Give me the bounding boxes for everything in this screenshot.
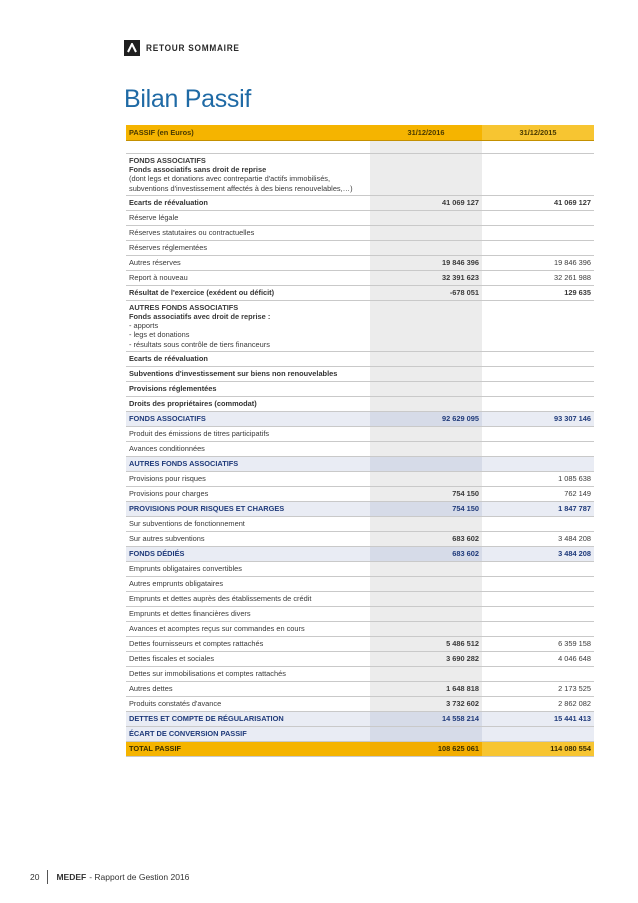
table-row [126,666,594,681]
block-note-line: subventions d'investissement affectés à des biens renouvelables,…) [129,183,353,193]
row-label: Sur subventions de fonctionnement [126,516,370,531]
value-2015 [482,240,594,255]
summary-row [126,456,594,471]
value-2016 [370,381,482,396]
row-label: Emprunts obligataires convertibles [126,561,370,576]
value-2015: 93 307 146 [482,411,594,426]
row-label: Provisions pour charges [126,486,370,501]
table-row [126,696,594,711]
block-note-line: (dont legs et donations avec contrepartie d'actifs immobilisés, [129,174,331,184]
row-label: Avances et acomptes reçus sur commandes en cours [126,621,370,636]
value-2015: 32 261 988 [482,270,594,285]
value-2015: 15 441 413 [482,711,594,726]
value-2015: 762 149 [482,486,594,501]
summary-row [126,501,594,516]
value-2016 [370,516,482,531]
value-2016: 108 625 061 [370,741,482,756]
block-note-line: - apports [129,321,159,331]
header-2016: 31/12/2016 [370,125,482,141]
row-label: Dettes fournisseurs et comptes rattachés [126,636,370,651]
value-2016 [370,576,482,591]
value-2016: 5 486 512 [370,636,482,651]
value-2015: 41 069 127 [482,195,594,210]
table-row [126,285,594,300]
value-2016 [370,591,482,606]
table-row [126,381,594,396]
value-2015 [482,621,594,636]
footer-report-title: - Rapport de Gestion 2016 [89,872,190,882]
value-2016 [370,621,482,636]
table-row [126,591,594,606]
caret-up-icon [124,40,140,56]
value-2015 [482,561,594,576]
value-2016 [370,726,482,741]
table-row [126,486,594,501]
value-2016 [370,351,482,366]
value-2016: 3 732 602 [370,696,482,711]
table-row [126,255,594,270]
value-2016: 32 391 623 [370,270,482,285]
value-2015: 3 484 208 [482,546,594,561]
value-2016 [370,441,482,456]
row-label: Produits constatés d'avance [126,696,370,711]
total-row [126,741,594,756]
value-2015 [482,210,594,225]
value-2015: 1 085 638 [482,471,594,486]
row-label: Dettes fiscales et sociales [126,651,370,666]
value-2016 [370,240,482,255]
table-row [126,681,594,696]
header-label: PASSIF (en Euros) [126,125,370,141]
value-2016 [370,210,482,225]
row-label: Report à nouveau [126,270,370,285]
row-label: Provisions réglementées [126,381,370,396]
value-2016 [370,606,482,621]
block-subheading: Fonds associatifs sans droit de reprise [129,165,267,175]
value-2016: 92 629 095 [370,411,482,426]
summary-row [126,726,594,741]
table-header-row [126,125,594,141]
block-heading: FONDS ASSOCIATIFS [129,156,206,165]
row-label: Droits des propriétaires (commodat) [126,396,370,411]
table-row [126,561,594,576]
table-row [126,225,594,240]
value-2015 [482,456,594,471]
value-2016 [370,471,482,486]
table-row [126,471,594,486]
block-cell [126,154,370,196]
value-2016 [370,456,482,471]
value-2015: 19 846 396 [482,255,594,270]
value-2016 [370,366,482,381]
value-2015 [482,381,594,396]
block-heading: AUTRES FONDS ASSOCIATIFS [129,302,239,312]
value-2015 [482,516,594,531]
block-subheading: Fonds associatifs avec droit de reprise : [129,312,271,322]
value-2016: -678 051 [370,285,482,300]
table-row [126,195,594,210]
row-label: AUTRES FONDS ASSOCIATIFS [126,456,370,471]
page-footer [30,870,189,884]
value-2015 [482,606,594,621]
page-title: Bilan Passif [124,85,252,113]
row-label: FONDS ASSOCIATIFS [126,411,370,426]
value-2015: 3 484 208 [482,531,594,546]
value-2015 [482,591,594,606]
value-2015: 1 847 787 [482,501,594,516]
value-2016: 1 648 818 [370,681,482,696]
value-2015 [482,576,594,591]
footer-org: MEDEF [56,872,87,882]
row-label: Avances conditionnées [126,441,370,456]
value-2016: 754 150 [370,501,482,516]
row-label: Autres dettes [126,681,370,696]
value-2015: 2 173 525 [482,681,594,696]
row-label: TOTAL PASSIF [126,741,370,756]
autres-fonds-associatifs-block [126,300,594,351]
back-to-summary-label: RETOUR SOMMAIRE [146,43,240,53]
back-to-summary-link[interactable] [124,40,248,56]
spacer-row [126,141,594,154]
table-row [126,606,594,621]
row-label: Emprunts et dettes financières divers [126,606,370,621]
value-2016 [370,225,482,240]
value-2015: 2 862 082 [482,696,594,711]
table-row [126,621,594,636]
table-row [126,366,594,381]
row-label: PROVISIONS POUR RISQUES ET CHARGES [126,501,370,516]
value-2015 [482,396,594,411]
row-label: Sur autres subventions [126,531,370,546]
page-number: 20 [30,872,40,882]
row-label: Autres emprunts obligataires [126,576,370,591]
value-2016 [370,396,482,411]
table-row [126,426,594,441]
summary-row [126,546,594,561]
row-label: ÉCART DE CONVERSION PASSIF [126,726,370,741]
balance-sheet-table [126,125,594,757]
value-2016 [370,561,482,576]
value-2016: 683 602 [370,546,482,561]
value-2015: 4 046 648 [482,651,594,666]
table-row [126,396,594,411]
table-row [126,210,594,225]
value-2016: 19 846 396 [370,255,482,270]
row-label: FONDS DÉDIÉS [126,546,370,561]
table-row [126,516,594,531]
value-2016 [370,426,482,441]
summary-row [126,711,594,726]
row-label: Réserve légale [126,210,370,225]
table-row [126,441,594,456]
table-row [126,270,594,285]
row-label: Provisions pour risques [126,471,370,486]
value-2015 [482,441,594,456]
header-2015: 31/12/2015 [482,125,594,141]
row-label: Réserves statutaires ou contractuelles [126,225,370,240]
table-row [126,240,594,255]
fonds-associatifs-block [126,154,594,196]
block-note-line: - legs et donations [129,330,190,340]
value-2015 [482,366,594,381]
value-2016: 14 558 214 [370,711,482,726]
row-label: Produit des émissions de titres participatifs [126,426,370,441]
table-row [126,531,594,546]
row-label: Réserves réglementées [126,240,370,255]
row-label: Ecarts de réévaluation [126,195,370,210]
value-2015: 129 635 [482,285,594,300]
row-label: Subventions d'investissement sur biens non renouvelables [126,366,370,381]
value-2016: 41 069 127 [370,195,482,210]
block-note-line: - résultats sous contrôle de tiers financeurs [129,339,270,349]
table-row [126,651,594,666]
value-2015 [482,225,594,240]
row-label: Emprunts et dettes auprès des établissements de crédit [126,591,370,606]
row-label: Dettes sur immobilisations et comptes rattachés [126,666,370,681]
block-cell [126,300,370,351]
summary-row [126,411,594,426]
table-row [126,351,594,366]
value-2015 [482,351,594,366]
row-label: Autres réserves [126,255,370,270]
value-2015 [482,426,594,441]
row-label: Ecarts de réévaluation [126,351,370,366]
table-row [126,636,594,651]
value-2016: 3 690 282 [370,651,482,666]
value-2016: 683 602 [370,531,482,546]
value-2015 [482,666,594,681]
value-2015: 6 359 158 [482,636,594,651]
row-label: Résultat de l'exercice (exédent ou déficit) [126,285,370,300]
row-label: DETTES ET COMPTE DE RÉGULARISATION [126,711,370,726]
value-2015 [482,726,594,741]
value-2015: 114 080 554 [482,741,594,756]
table-row [126,576,594,591]
value-2016: 754 150 [370,486,482,501]
footer-divider [47,870,48,884]
value-2016 [370,666,482,681]
